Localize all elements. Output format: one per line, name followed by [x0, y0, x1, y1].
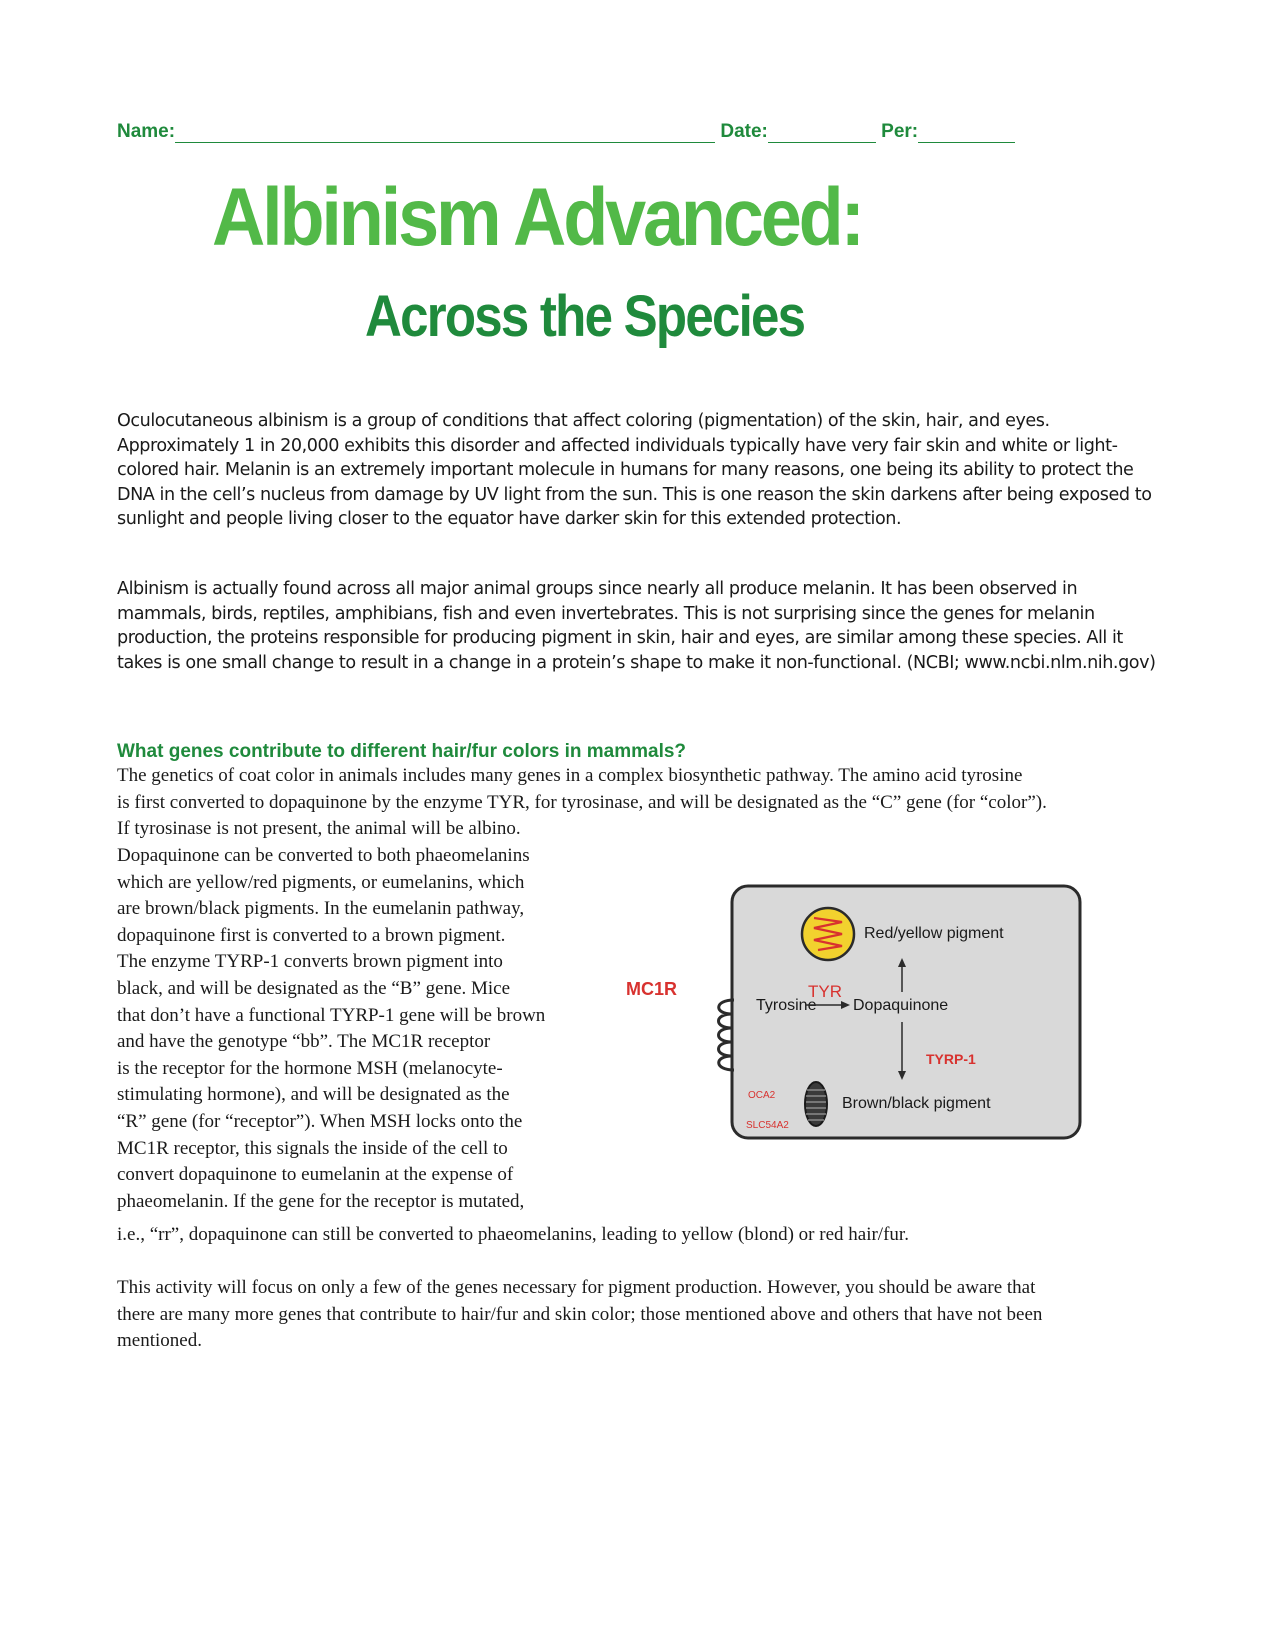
name-blank[interactable] — [175, 124, 715, 143]
red-yellow-pigment-label: Red/yellow pigment — [864, 925, 1004, 942]
receptor-mutation-line — [117, 1222, 1187, 1249]
text-line: that don’t have a functional TYRP-1 gene will be brown — [117, 1004, 546, 1026]
text-line: convert dopaquinone to eumelanin at the expense of — [117, 1164, 514, 1186]
coat-color-intro — [117, 763, 1187, 843]
period-label: Per: — [881, 121, 919, 142]
text-line: which are yellow/red pigments, or eumelanins, which — [117, 871, 525, 893]
text-line: dopaquinone first is converted to a brown pigment. — [117, 924, 506, 946]
date-blank[interactable] — [768, 124, 876, 143]
slc-label: SLC54A2 — [746, 1120, 789, 1131]
text-line: and have the genotype “bb”. The MC1R receptor — [117, 1031, 491, 1053]
text-line: i.e., “rr”, dopaquinone can still be converted to phaeomelanins, leading to yellow (blond) or red hair/fur. — [117, 1224, 909, 1245]
text-line: Dopaquinone can be converted to both phaeomelanins — [117, 845, 530, 866]
text-line: If tyrosinase is not present, the animal will be albino. — [117, 818, 521, 840]
tyr-label: TYR — [808, 982, 842, 1001]
text-line: black, and will be designated as the “B” gene. Mice — [117, 977, 511, 999]
brown-black-pigment-label: Brown/black pigment — [842, 1095, 991, 1112]
section-heading: What genes contribute to different hair/fur colors in mammals? — [117, 741, 687, 762]
text-line: This activity will focus on only a few of the genes necessary for pigment production. However, you should be aware that — [117, 1277, 1036, 1298]
date-label: Date: — [720, 121, 768, 142]
dopaquinone-label: Dopaquinone — [853, 997, 949, 1014]
pigment-pathway-diagram — [626, 872, 1090, 1142]
text-line: The genetics of coat color in animals includes many genes in a complex biosynthetic pathway. The amino acid tyrosine — [117, 765, 1023, 786]
name-label: Name: — [117, 121, 176, 142]
mc1r-label: MC1R — [626, 979, 678, 999]
closing-paragraph — [117, 1275, 1187, 1355]
text-line: stimulating hormone), and will be designated as the — [117, 1084, 510, 1106]
red-yellow-pigment-granule-icon — [802, 908, 854, 960]
text-line: are brown/black pigments. In the eumelanin pathway, — [117, 898, 525, 920]
paragraph-albinism-overview: Oculocutaneous albinism is a group of conditions that affect coloring (pigmentation) of the skin, hair, and eyes. Approximately 1 in 20,000 exhibits this disorder and affected individuals typically have very fair skin and white or light-colored hair. Melanin is an extremely important molecule in humans for many reasons, one being its ability to protect the DNA in the cell’s nucleus from damage by UV light from the sun. This is one reason the skin darkens after being exposed to sunlight and people living closer to the equator have darker skin for this extended protection. — [117, 411, 1152, 529]
pathway-explanation — [117, 843, 617, 1215]
page-subtitle: Across the Species — [365, 284, 805, 349]
text-line: is first converted to dopaquinone by the enzyme TYR, for tyrosinase, and will be designated as the “C” gene (for “color”). — [117, 791, 1047, 813]
text-line: The enzyme TYRP-1 converts brown pigment into — [117, 951, 503, 973]
period-blank[interactable] — [918, 124, 1015, 143]
tyrosine-label: Tyrosine — [756, 997, 817, 1014]
text-line: phaeomelanin. If the gene for the receptor is mutated, — [117, 1190, 525, 1212]
tyrp1-label: TYRP-1 — [926, 1051, 976, 1067]
paragraph-albinism-across-species: Albinism is actually found across all major animal groups since nearly all produce melanin. It has been observed in mammals, birds, reptiles, amphibians, fish and even invertebrates. This is not surprising since the genes for melanin production, the proteins responsible for producing pigment in skin, hair and eyes, are similar among these species. All it takes is one small change to result in a change in a protein’s shape to make it non-functional. (NCBI; www.ncbi.nlm.nih.gov) — [117, 579, 1156, 673]
page-title: Albinism Advanced: — [212, 172, 862, 263]
text-line: is the receptor for the hormone MSH (melanocyte- — [117, 1057, 503, 1079]
student-info-line — [117, 121, 1077, 151]
text-line: there are many more genes that contribute to hair/fur and skin color; those mentioned above and others that have not been — [117, 1303, 1043, 1325]
oca2-label: OCA2 — [748, 1090, 776, 1101]
text-line: mentioned. — [117, 1330, 202, 1352]
text-line: “R” gene (for “receptor”). When MSH locks onto the — [117, 1110, 523, 1132]
text-line: MC1R receptor, this signals the inside of the cell to — [117, 1137, 508, 1159]
